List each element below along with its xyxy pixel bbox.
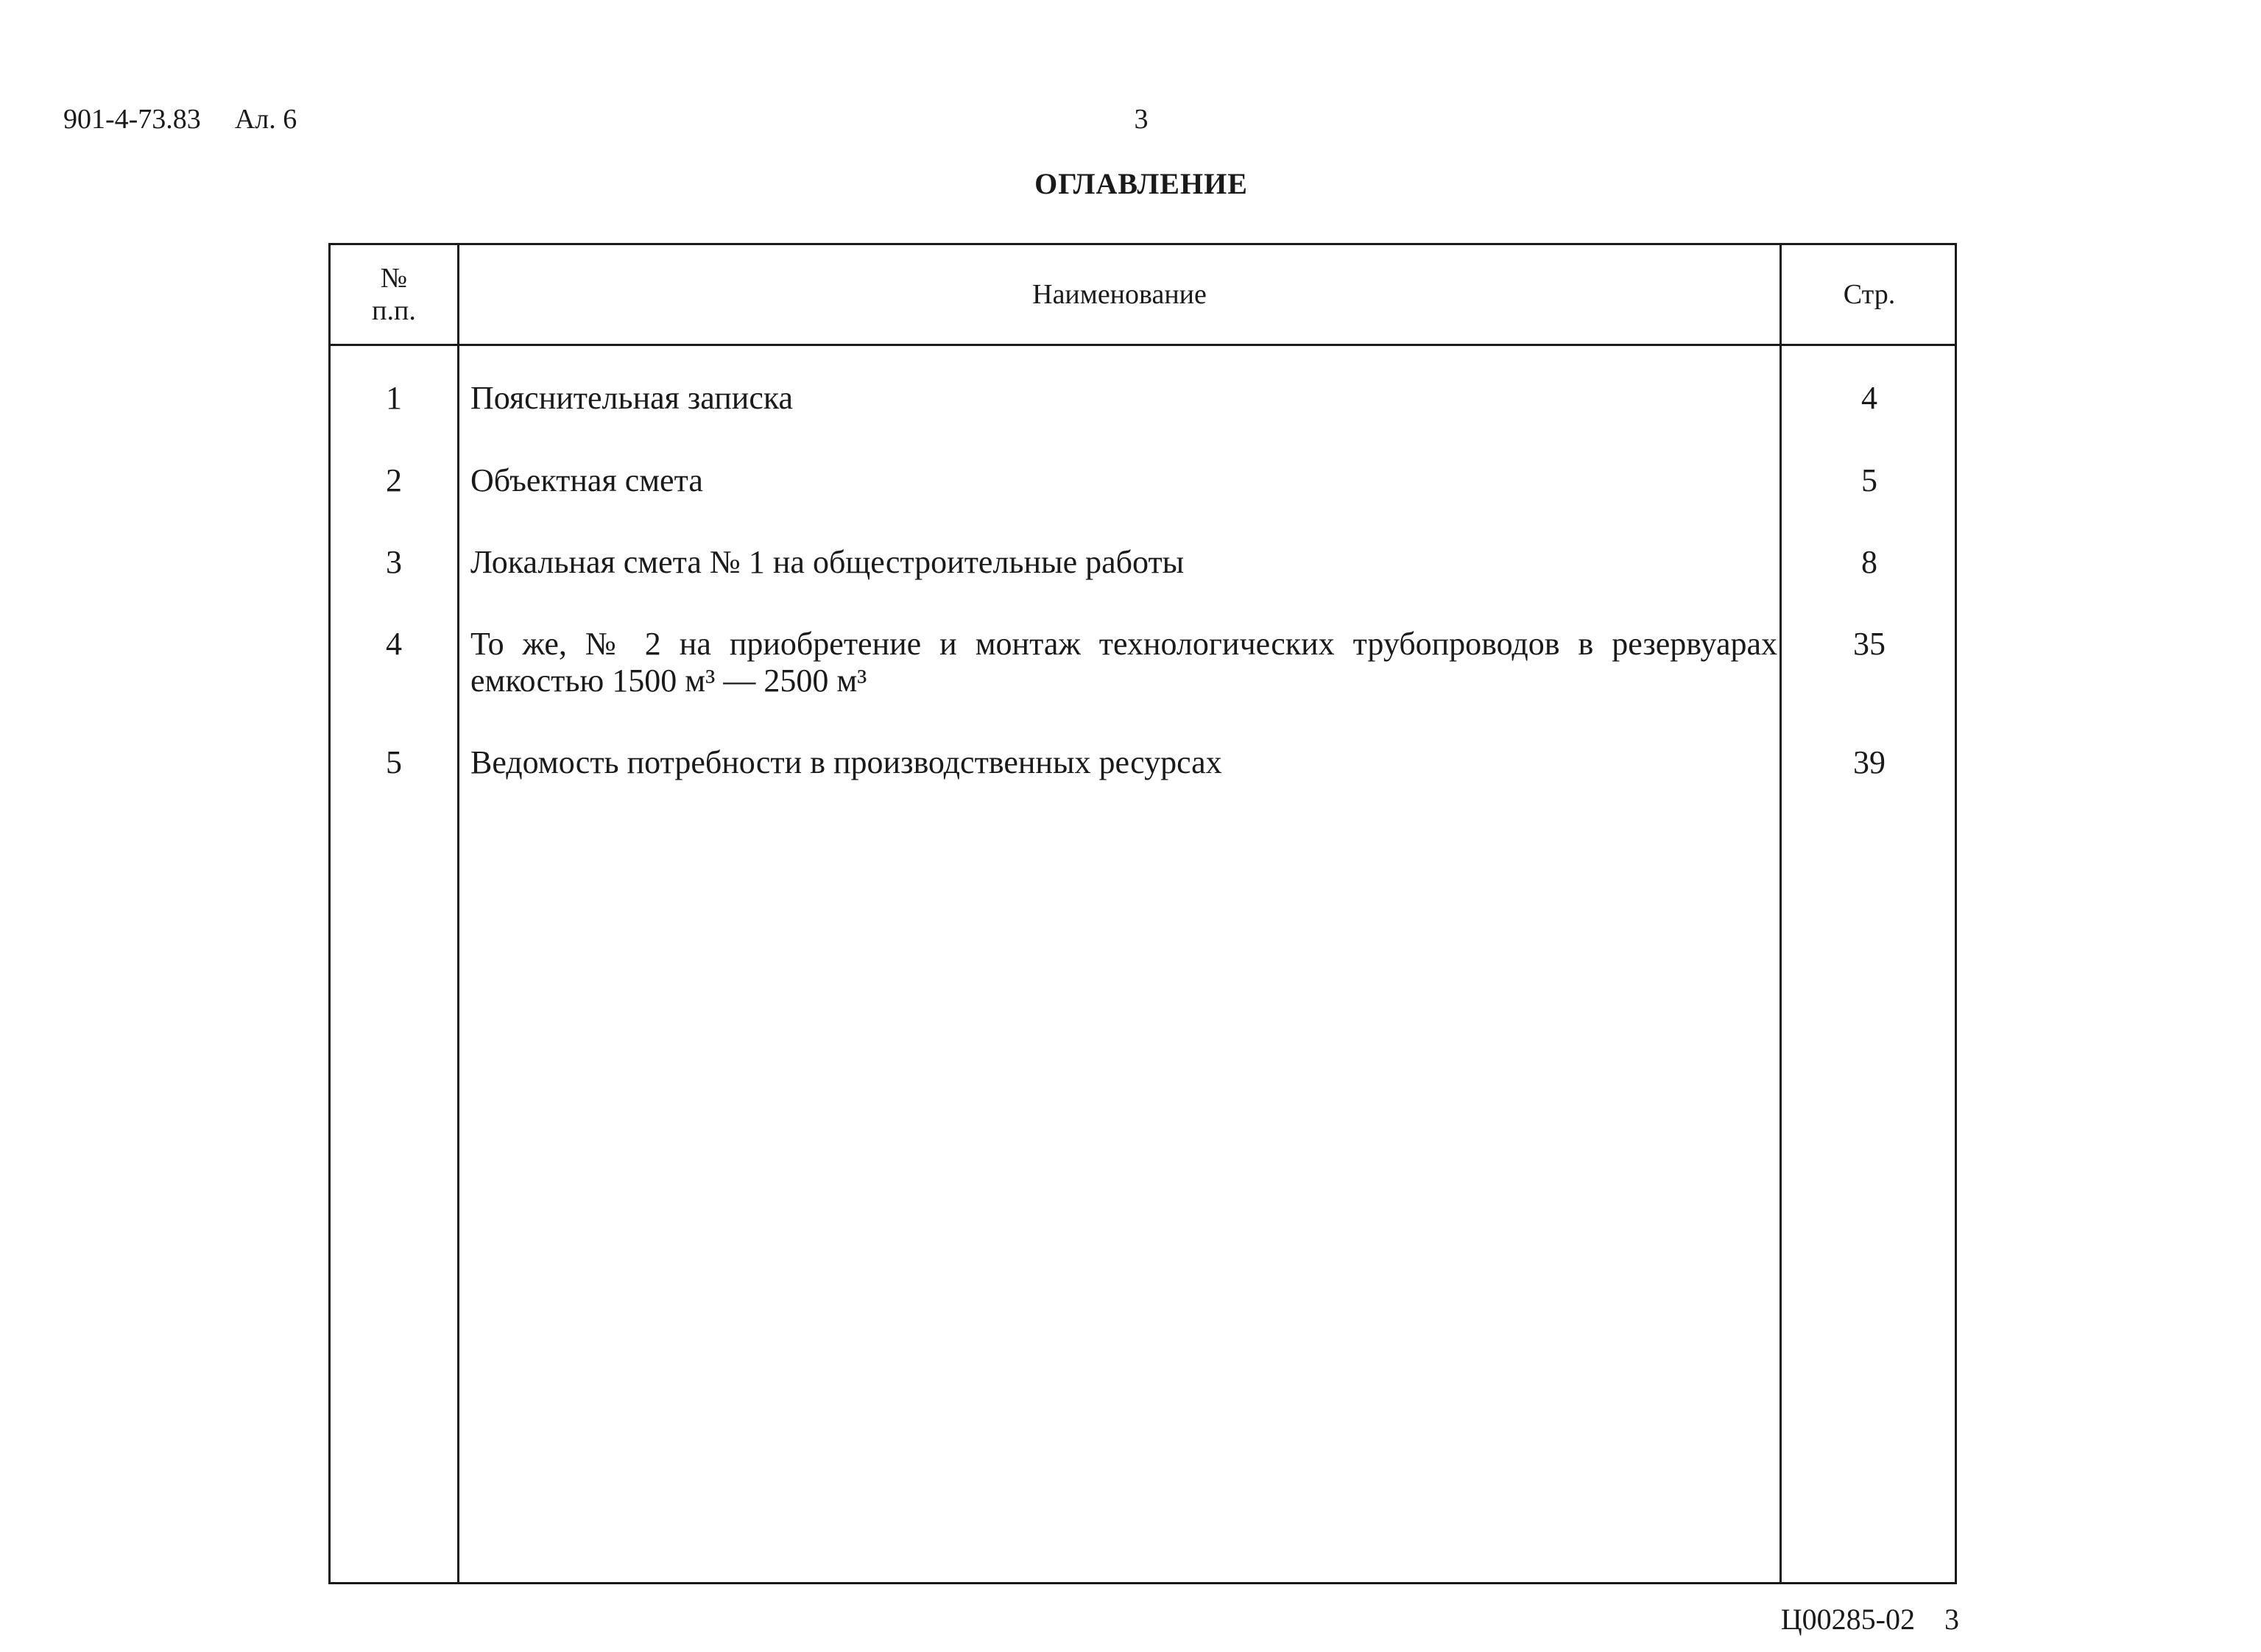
column-divider	[457, 245, 459, 1582]
column-header-number	[331, 245, 457, 344]
column-divider	[1779, 245, 1782, 1582]
sheet-label: Ал. 6	[234, 104, 297, 135]
column-header-name: Наименование	[1032, 279, 1207, 310]
row-page: 8	[1861, 544, 1877, 580]
row-name: Пояснительная записка	[470, 380, 794, 416]
row-page: 39	[1853, 744, 1886, 780]
row-page: 4	[1861, 380, 1877, 416]
page-title: ОГЛАВЛЕНИЕ	[1034, 167, 1248, 200]
document-code-header	[63, 103, 297, 135]
row-name: Объектная смета	[470, 462, 703, 498]
row-page: 5	[1861, 462, 1877, 498]
row-number: 4	[386, 626, 402, 662]
footer-code	[1781, 1602, 1959, 1637]
document-code: 901-4-73.83	[63, 104, 201, 135]
row-page: 35	[1853, 626, 1886, 662]
column-header-page: Стр.	[1843, 279, 1896, 310]
row-number: 2	[386, 462, 402, 498]
header-divider	[331, 344, 1955, 346]
column-header-number-abbr: п.п.	[372, 295, 416, 326]
row-number: 5	[386, 744, 402, 780]
row-name: Локальная смета № 1 на общестроительные работы	[470, 544, 1185, 580]
page-number: 3	[1134, 104, 1149, 135]
column-header-number-symbol: №	[380, 263, 408, 294]
row-name: Ведомость потребности в производственных ресурсах	[470, 744, 1222, 780]
footer-page-number: 3	[1944, 1603, 1959, 1636]
row-number: 3	[386, 544, 402, 580]
row-number: 1	[386, 380, 402, 416]
footer-document-code: Ц00285-02	[1780, 1603, 1915, 1636]
row-name: То же, № 2 на приобретение и монтаж технологических трубопроводов в резервуарах емкостью 1500 м³ — 2500 м³	[470, 626, 1777, 699]
contents-table	[328, 243, 1957, 1584]
